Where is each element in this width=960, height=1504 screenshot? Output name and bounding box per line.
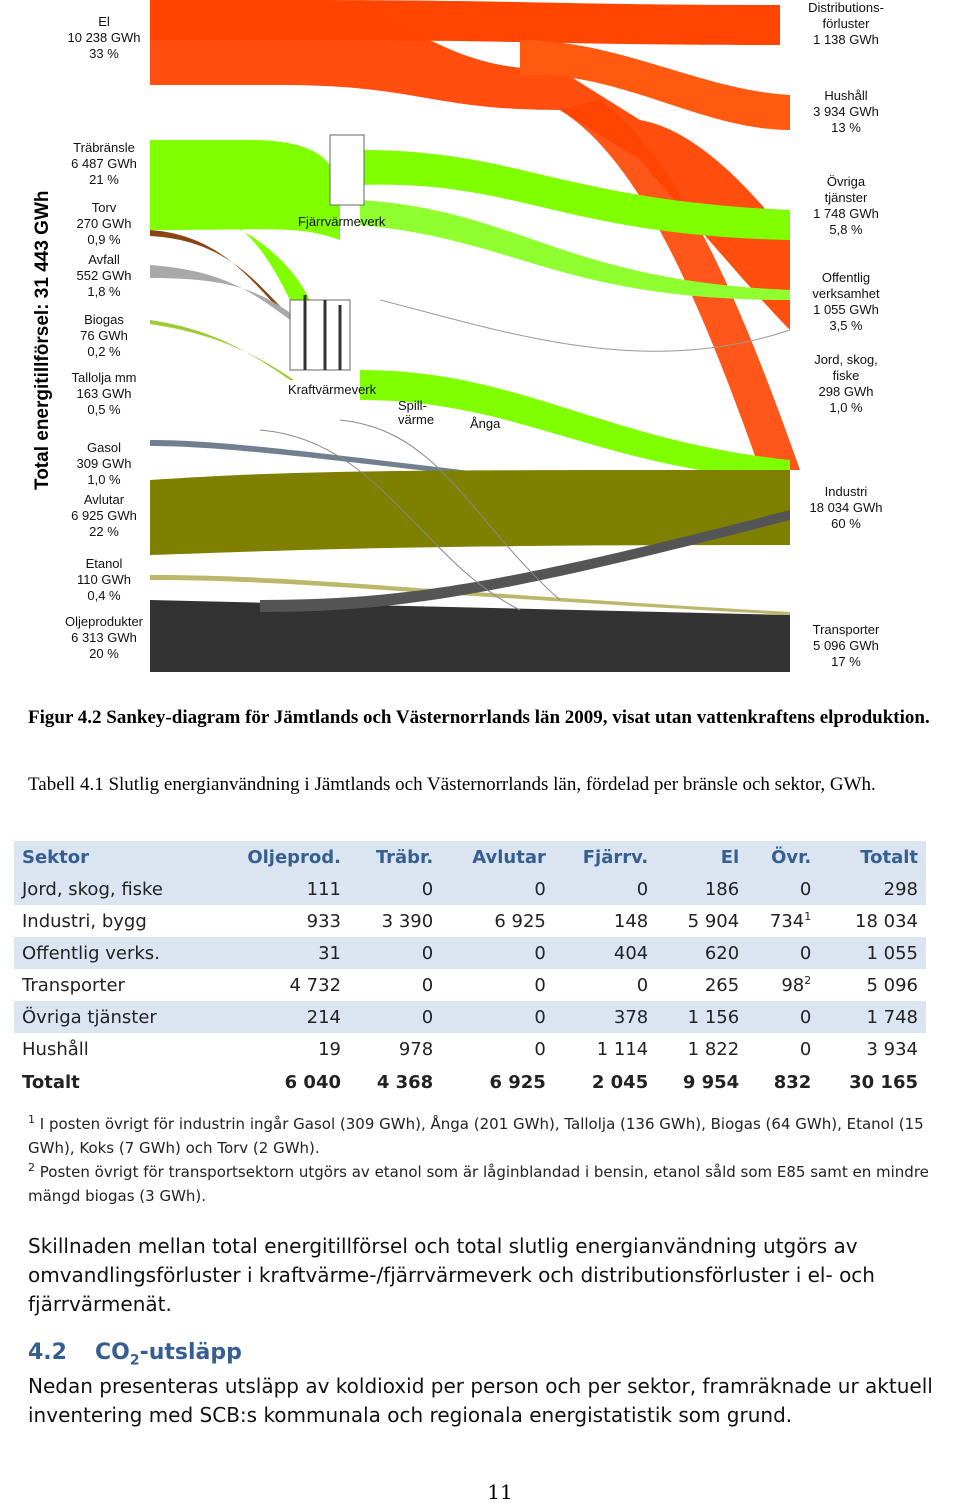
- table-cell: Hushåll: [22, 1038, 89, 1060]
- input-label: [77, 252, 132, 299]
- input-share: 0,9 %: [87, 232, 121, 247]
- input-label: [65, 614, 144, 661]
- input-name: Avlutar: [83, 492, 125, 507]
- table-cell: 5 096: [866, 974, 918, 996]
- table-caption: Tabell 4.1 Slutlig energianvändning i Jämtlands och Västernorrlands län, fördelad per bränsle och sektor, GWh.: [28, 774, 876, 795]
- output-label: [813, 174, 879, 237]
- table-row: [14, 937, 926, 969]
- table-cell: 31: [211, 937, 349, 969]
- table-row: [14, 905, 926, 937]
- sankey-diagram: [0, 0, 960, 690]
- input-value: 163 GWh: [76, 386, 132, 401]
- table-cell: 0: [349, 873, 441, 905]
- output-label: [808, 0, 884, 47]
- output-label: [813, 622, 880, 669]
- output-name: Offentlig: [821, 270, 871, 285]
- figure-caption: Figur 4.2 Sankey-diagram för Jämtlands och Västernorrlands län 2009, visat utan vattenkraftens elproduktion.: [28, 707, 930, 728]
- table-cell: 0: [441, 873, 554, 905]
- footnote-2: [28, 1160, 948, 1208]
- input-label: [77, 556, 131, 603]
- table-cell: 6 925: [494, 910, 546, 932]
- table-cell: 0: [747, 873, 819, 905]
- table-row: [14, 1001, 926, 1033]
- input-share: 1,8 %: [87, 284, 121, 299]
- footnote-1: [28, 1112, 948, 1160]
- table-cell: 0: [349, 1001, 441, 1033]
- input-value: 110 GWh: [77, 572, 131, 587]
- output-value: 18 034 GWh: [809, 500, 883, 515]
- node-label-anga: Ånga: [470, 416, 501, 431]
- output-share: 3,5 %: [829, 318, 863, 333]
- node-fjarrvarmeverk: [330, 135, 364, 205]
- table-cell: 0: [421, 974, 434, 996]
- output-value: 298 GWh: [818, 384, 874, 399]
- output-name: Industri: [824, 484, 868, 499]
- table-cell: Offentlig verks.: [14, 937, 211, 969]
- footnote-mark: 1: [28, 1113, 35, 1126]
- table-cell: 5 904: [687, 910, 740, 932]
- table-cell: 620: [656, 937, 747, 969]
- table-cell: 0: [636, 974, 649, 996]
- table-cell: 6 925: [441, 1066, 554, 1099]
- table-cell: 0: [747, 1001, 819, 1033]
- input-label: [77, 200, 132, 247]
- input-share: 0,5 %: [87, 402, 121, 417]
- output-label: [812, 270, 880, 333]
- output-share: 1,0 %: [829, 400, 863, 415]
- output-label: [814, 352, 878, 415]
- table-cell: 978: [398, 1038, 434, 1060]
- input-name: Oljeprodukter: [64, 614, 144, 629]
- output-label: [813, 88, 879, 135]
- table-cell: 148: [613, 910, 649, 932]
- table-cell: 4 732: [289, 974, 342, 996]
- page-number: 11: [487, 1480, 513, 1504]
- table-cell: Övriga tjänster: [14, 1001, 211, 1033]
- footnote-text: I posten övrigt för industrin ingår Gasol (309 GWh), Ånga (201 GWh), Tallolja (136 GWh), Biogas (64 GWh), Etanol (15 GWh), Koks (7 GWh) och Torv (2 GWh).: [28, 1115, 924, 1157]
- output-name: tjänster: [824, 190, 868, 205]
- table-cell: 0: [534, 1038, 546, 1060]
- table-cell: 30 165: [819, 1066, 926, 1099]
- table-cell: Jord, skog, fiske: [14, 873, 211, 905]
- input-value: 10 238 GWh: [67, 30, 141, 45]
- output-name: Övriga: [826, 174, 866, 189]
- table-cell: 1 055: [819, 937, 926, 969]
- table-cell: 0: [441, 937, 554, 969]
- input-label: [71, 370, 136, 417]
- output-name: verksamhet: [812, 286, 880, 301]
- input-value: 270 GWh: [76, 216, 132, 231]
- output-value: 1 138 GWh: [813, 32, 879, 47]
- col-header: El: [656, 841, 747, 873]
- footnote-ref: 2: [804, 973, 812, 987]
- output-value: 1 055 GWh: [813, 302, 879, 317]
- input-label: [68, 14, 141, 61]
- output-value: 5 096 GWh: [813, 638, 879, 653]
- input-name: Torv: [91, 200, 117, 215]
- section-number: 4.2: [28, 1340, 67, 1365]
- table-cell: 0: [799, 1038, 812, 1060]
- input-share: 21 %: [89, 172, 119, 187]
- input-share: 0,2 %: [87, 344, 121, 359]
- input-share: 33 %: [89, 46, 119, 61]
- table-cell: 933: [306, 910, 342, 932]
- table-cell: 1 748: [819, 1001, 926, 1033]
- section-title-sub: 2: [129, 1352, 140, 1369]
- output-label: [810, 484, 883, 531]
- table-cell: 0: [441, 1001, 554, 1033]
- output-name: Jord, skog,: [814, 352, 878, 367]
- input-label: [71, 140, 137, 187]
- node-label-fjarrvarmeverk: Fjärrvärmeverk: [298, 214, 386, 229]
- section-title-pre: CO: [94, 1340, 130, 1365]
- table-cell: 404: [554, 937, 656, 969]
- table-cell: Totalt: [14, 1066, 211, 1099]
- footnote-text: Posten övrigt för transportsektorn utgörs av etanol som är låginblandad i bensin, etanol såld som E85 samt en mindre mängd biogas (3 GWh).: [28, 1163, 929, 1205]
- input-name: Etanol: [85, 556, 123, 571]
- node-label-spillvarme: Spill-värme: [398, 398, 435, 427]
- input-name: Tallolja mm: [71, 370, 137, 385]
- input-label: [77, 440, 132, 487]
- input-value: 6 313 GWh: [71, 630, 137, 645]
- table-cell: 832: [747, 1066, 819, 1099]
- table-cell: 1 114: [596, 1038, 649, 1060]
- footnote-mark: 2: [28, 1161, 35, 1174]
- input-name: El: [98, 14, 110, 29]
- input-value: 552 GWh: [76, 268, 132, 283]
- table-row: [14, 873, 926, 905]
- table-row: [14, 1033, 926, 1066]
- input-value: 6 925 GWh: [71, 508, 137, 523]
- input-labels: [65, 14, 144, 661]
- output-name: Transporter: [812, 622, 880, 637]
- output-value: 3 934 GWh: [813, 104, 879, 119]
- col-header: Träbr.: [349, 841, 441, 873]
- table-cell: Transporter: [22, 974, 125, 996]
- table-cell: 3 390: [381, 910, 434, 932]
- table-cell: 1 156: [656, 1001, 747, 1033]
- input-share: 1,0 %: [87, 472, 121, 487]
- table-cell: 4 368: [349, 1066, 441, 1099]
- output-name: förluster: [822, 16, 870, 31]
- output-share: 5,8 %: [829, 222, 863, 237]
- table-row: [14, 1066, 926, 1099]
- col-header: Oljeprod.: [211, 841, 349, 873]
- output-value: 1 748 GWh: [813, 206, 879, 221]
- col-header: Övr.: [747, 841, 819, 873]
- table-cell: 2 045: [554, 1066, 656, 1099]
- table-cell: 378: [554, 1001, 656, 1033]
- input-name: Avfall: [88, 252, 120, 267]
- flow-olje: [150, 600, 790, 672]
- input-name: Gasol: [87, 440, 121, 455]
- table-cell: Industri, bygg: [22, 910, 147, 932]
- col-header: Fjärrv.: [554, 841, 656, 873]
- table-header-row: [14, 841, 926, 873]
- table-cell: 0: [534, 974, 546, 996]
- output-share: 13 %: [831, 120, 861, 135]
- output-labels: [808, 0, 884, 669]
- table-cell: $734^1$: [769, 909, 812, 932]
- input-label: [80, 312, 128, 359]
- table-cell: 1 822: [687, 1038, 740, 1060]
- input-value: 309 GWh: [76, 456, 132, 471]
- table-cell: 3 934: [866, 1038, 918, 1060]
- table-cell: 0: [554, 873, 656, 905]
- footnote-ref: 1: [804, 909, 812, 923]
- table-cell: 214: [211, 1001, 349, 1033]
- output-name: fiske: [832, 368, 860, 383]
- table-cell: 298: [819, 873, 926, 905]
- paragraph-co2: Nedan presenteras utsläpp av koldioxid per person och per sektor, framräknade ur aktuell inventering med SCB:s kommunala och regionala energistatistik som grund.: [28, 1374, 933, 1427]
- col-header: Sektor: [14, 841, 211, 873]
- input-value: 76 GWh: [80, 328, 128, 343]
- input-share: 0,4 %: [87, 588, 121, 603]
- node-label-kraftvarmeverk: Kraftvärmeverk: [288, 382, 377, 397]
- output-share: 17 %: [831, 654, 861, 669]
- table-cell: 9 954: [656, 1066, 747, 1099]
- table-cell: 19: [318, 1038, 342, 1060]
- energy-table: [14, 841, 926, 1098]
- output-share: 60 %: [831, 516, 861, 531]
- col-header: Totalt: [819, 841, 926, 873]
- paragraph-losses: Skillnaden mellan total energitillförsel och total slutlig energianvändning utgörs av omvandlingsförluster i kraftvärme-/fjärrvärmeverk och distributionsförluster i el- och fjärrvärmenät.: [28, 1234, 875, 1316]
- table-cell: 0: [349, 937, 441, 969]
- axis-title: Total energitillförsel: 31 443 GWh: [32, 190, 53, 490]
- table-cell: $98^2$: [781, 973, 812, 996]
- input-share: 22 %: [89, 524, 119, 539]
- input-name: Träbränsle: [73, 140, 135, 155]
- table-cell: 0: [747, 937, 819, 969]
- output-name: Hushåll: [824, 88, 868, 103]
- table-cell: 265: [704, 974, 740, 996]
- table-cell: 6 040: [211, 1066, 349, 1099]
- table-cell: 186: [656, 873, 747, 905]
- section-title-post: -utsläpp: [139, 1340, 242, 1365]
- output-name: Distributions-: [808, 0, 884, 15]
- input-name: Biogas: [84, 312, 124, 327]
- input-label: [71, 492, 137, 539]
- table-row: [14, 969, 926, 1001]
- section-heading: [28, 1340, 242, 1368]
- input-share: 20 %: [89, 646, 119, 661]
- input-value: 6 487 GWh: [71, 156, 137, 171]
- table-cell: 111: [211, 873, 349, 905]
- table-cell: 18 034: [855, 910, 918, 932]
- sankey-flows: [150, 0, 800, 672]
- col-header: Avlutar: [441, 841, 554, 873]
